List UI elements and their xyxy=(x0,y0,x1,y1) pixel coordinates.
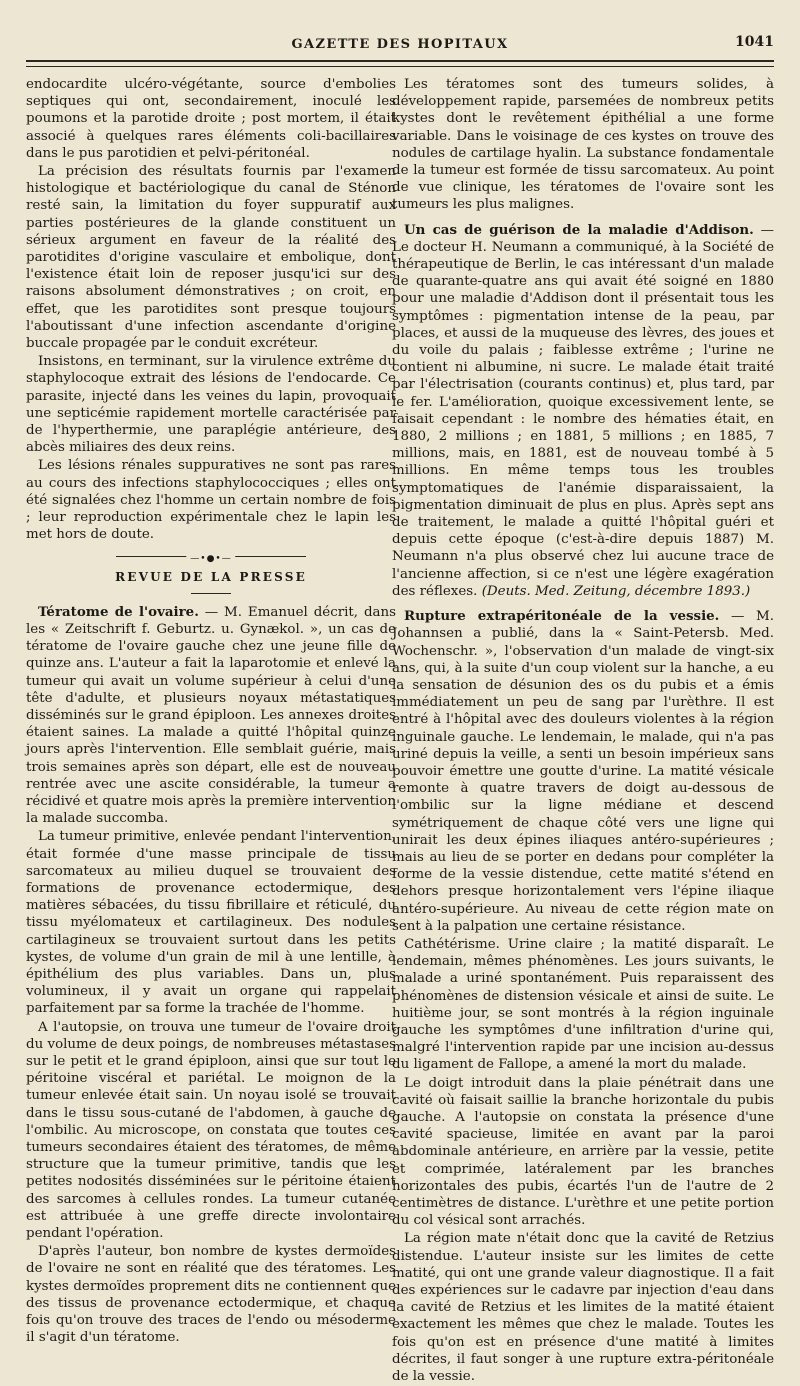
paragraph: A l'autopsie, on trouva une tumeur de l'ovaire droit du volume de deux poings, de nombreuses métastases sur le petit et le grand épiploon, ainsi que sur tout le péritoine viscéral et pariétal. Le moignon de la tumeur enlevée était sain. Un noyau isolé se trouvait dans le tissu sous-cutané de l'abdomen, à gauche de l'ombilic. Au microscope, on constata que toutes ces tumeurs secondaires étaient des tératomes, de même structure que la tumeur primitive, tandis que les petites nodosités disséminées sur le péritoine étaient des sarcomes à cellules rondes. La tumeur cutanée est attribuée à une greffe directe involontaire pendant l'opération. xyxy=(26,1019,396,1241)
paragraph: La région mate n'était donc que la cavité de Retzius distendue. L'auteur insiste sur les limites de cette matité, qui ont une grande valeur diagnostique. Il a fait des expériences sur le cadavre par injection d'eau dans la cavité de Retzius et les limites de la matité étaient exactement les mêmes que chez le malade. Toutes les fois qu'on est en présence d'une matité à limites décrites, il faut songer à une rupture extra-péritonéale de la vessie. xyxy=(392,1231,774,1385)
paragraph: Cathétérisme. Urine claire ; la matité disparaît. Le lendemain, mêmes phénomènes. Les jours suivants, le malade a uriné spontanément. Puis reparaissent des phénomènes de distension vésicale et ainsi de suite. Le huitième jour, se sont montrés à la région inguinale gauche les symptômes d'une infiltration d'urine qui, malgré l'intervention rapide par une incision au-dessus du ligament de Fallope, a amené la mort du malade. xyxy=(392,936,774,1073)
article-source: (Deuts. Med. Zeitung, décembre 1893.) xyxy=(481,583,751,599)
paragraph: D'après l'auteur, bon nombre de kystes dermoïdes de l'ovaire ne sont en réalité que des tératomes. Les kystes dermoïdes proprement dits ne contiennent que des tissus de provenance ectodermique, et chaque fois qu'on trouve des traces de l'endo ou mésoderme il s'agit d'un tératome. xyxy=(26,1244,396,1346)
paragraph: La précision des résultats fournis par l'examen histologique et bactériologique du canal de Sténon resté sain, la limitation du foyer suppuratif aux parties postérieures de la glande constituent un sérieux argument en faveur de la réalité des parotidites d'origine vasculaire et embolique, dont l'existence était loin de reposer jusqu'ici sur des raisons absolument démonstratives ; on croit, en effet, que les parotidites sont presque toujours l'aboutissant d'une infection ascendante d'origine buccale propagée par le conduit excréteur. xyxy=(26,164,396,352)
page-number: 1041 xyxy=(735,34,774,50)
journal-title: GAZETTE DES HOPITAUX xyxy=(291,36,509,52)
paragraph: Les tératomes sont des tumeurs solides, à développement rapide, parsemées de nombreux petits kystes dont le revêtement épithélial a une forme variable. Dans le voisinage de ces kystes on trouve des nodules de cartilage hyalin. La substance fondamentale de la tumeur est formée de tissu sarcomateux. Au point de vue clinique, les tératomes de l'ovaire sont les tumeurs les plus malignes. xyxy=(392,77,774,213)
page-header xyxy=(26,34,774,54)
article-tumor-paragraph xyxy=(26,604,396,828)
article-vessie-paragraph xyxy=(392,608,774,935)
article-text: — M. Emanuel décrit, dans les « Zeitschrift f. Geburtz. u. Gynækol. », un cas de tératome de l'ovaire gauche chez une jeune fille de quinze ans. L'auteur a fait la laparotomie et enlevé la tumeur qui avait un volume supérieur à celui d'une tête d'adulte, et plusieurs noyaux métastatiques disséminés sur le grand épiploon. Les annexes droites étaient saines. La malade a quitté l'hôpital quinze jours après l'intervention. Elle semblait guérie, mais trois semaines après son départ, elle est de nouveau rentrée avec une ascite considérable, la tumeur a récidivé et quatre mois après la première intervention la malade succomba. xyxy=(26,604,396,827)
paragraph: Le doigt introduit dans la plaie pénétrait dans une cavité où faisait saillie la branche horizontale du pubis gauche. A l'autopsie on constata la présence d'une cavité spacieuse, limitée en avant par la paroi abdominale antérieure, en arrière par la vessie, petite et comprimée, latéralement par les branches horizontales des pubis, écartés l'un de l'autre de 2 centimètres de distance. L'urèthre et une petite portion du col vésical sont arrachés. xyxy=(392,1075,774,1229)
section-title-rule xyxy=(191,593,231,594)
article-text: — M. Johannsen a publié, dans la « Saint-Petersb. Med. Wochenschr. », l'observation d'un malade de vingt-six ans, qui, à la suite d'un coup violent sur la hanche, a eu la sensation de désunion des os du pubis et a émis immédiatement un peu de sang par l'urèthre. Il est entré à l'hôpital avec des douleurs violentes à la région inguinale gauche. Le lendemain, le malade, qui n'a pas uriné depuis la veille, a senti un besoin impérieux sans pouvoir émettre une goutte d'urine. La matité vésicale remonte à quatre travers de doigt au-dessous de l'ombilic sur la ligne médiane et descend symétriquement de chaque côté vers une ligne qui unirait les deux épines iliaques antéro-supérieures ; mais au lieu de se porter en dedans pour compléter la forme de la vessie distendue, cette matité s'étend en dehors presque horizontalement vers l'épine iliaque antéro-supérieure. Au niveau de cette région mate on sent à la palpation une certaine résistance. xyxy=(392,609,775,934)
divider-ornament: —•●•— xyxy=(186,551,235,568)
article-addison-paragraph xyxy=(392,222,774,600)
article-heading-addison: Un cas de guérison de la maladie d'Addison. xyxy=(404,221,754,238)
article-heading-teratome: Tératome de l'ovaire. xyxy=(38,603,199,620)
paragraph: La tumeur primitive, enlevée pendant l'intervention, était formée d'une masse principale de tissu sarcomateux au milieu duquel se trouvaient des formations de provenance ectodermique, des matières sébacées, du tissu fibrillaire et réticulé, du tissu myélomateux et cartilagineux. Des nodules cartilagineux se trouvaient surtout dans les petits kystes, de volume d'un grain de mil à une lentille, à épithélium des plus variables. Dans un, plus volumineux, il y avait un organe qui rappelait parfaitement par sa forme la trachée de l'homme. xyxy=(26,829,396,1017)
left-column xyxy=(26,76,396,1347)
section-title: REVUE DE LA PRESSE xyxy=(115,570,307,585)
header-rule-thick xyxy=(26,60,774,62)
header-rule-thin xyxy=(26,66,774,67)
article-heading-vessie: Rupture extrapéritonéale de la vessie. xyxy=(404,608,720,625)
paragraph: Les lésions rénales suppuratives ne sont pas rares au cours des infections staphylococciques ; elles ont été signalées chez l'homme un certain nombre de fois ; leur reproduction expérimentale chez le lapin les met hors de doute. xyxy=(26,458,396,543)
paragraph: endocardite ulcéro-végétante, source d'embolies septiques qui ont, secondairement, inoculé les poumons et la parotide droite ; post mortem, il était associé à quelques rares éléments coli-bacillaires dans le pus parotidien et pelvi-péritonéal. xyxy=(26,77,396,161)
section-divider xyxy=(26,549,396,563)
paragraph: Insistons, en terminant, sur la virulence extrême du staphylocoque extrait des lésions de l'endocarde. Ce parasite, injecté dans les veines du lapin, provoquait une septicémie rapidement mortelle caractérisée par de l'hyperthermie, une paraplégie antérieure, des abcès miliaires des deux reins. xyxy=(26,354,396,456)
article-text: — Le docteur H. Neumann a communiqué, à la Société de thérapeutique de Berlin, le cas intéressant d'un malade de quarante-quatre ans qui avait été soigné en 1880 pour une maladie d'Addison dont il présentait tous les symptômes : pigmentation intense de la peau, par places, et aussi de la muqueuse des lèvres, des joues et du voile du palais ; faiblesse extrême ; l'urine ne contient ni albumine, ni sucre. Le malade était traité par l'électrisation (courants continus) et, plus tard, par le fer. L'amélioration, quoique excessivement lente, se faisait cependant : le nombre des hématies était, en 1880, 2 millions ; en 1881, 5 millions ; en 1885, 7 millions, mais, en 1881, est de nouveau tombé à 5 millions. En même temps tous les troubles symptomatiques de l'anémie disparaissaient, la pigmentation diminuait de plus en plus. Après sept ans de traitement, le malade a quitté l'hôpital guéri et depuis cette époque (c'est-à-dire depuis 1887) M. Neumann n'a plus observé chez lui aucune trace de l'ancienne affection, si ce n'est une légère exagération des réflexes. xyxy=(392,222,774,599)
right-column xyxy=(392,76,774,1386)
